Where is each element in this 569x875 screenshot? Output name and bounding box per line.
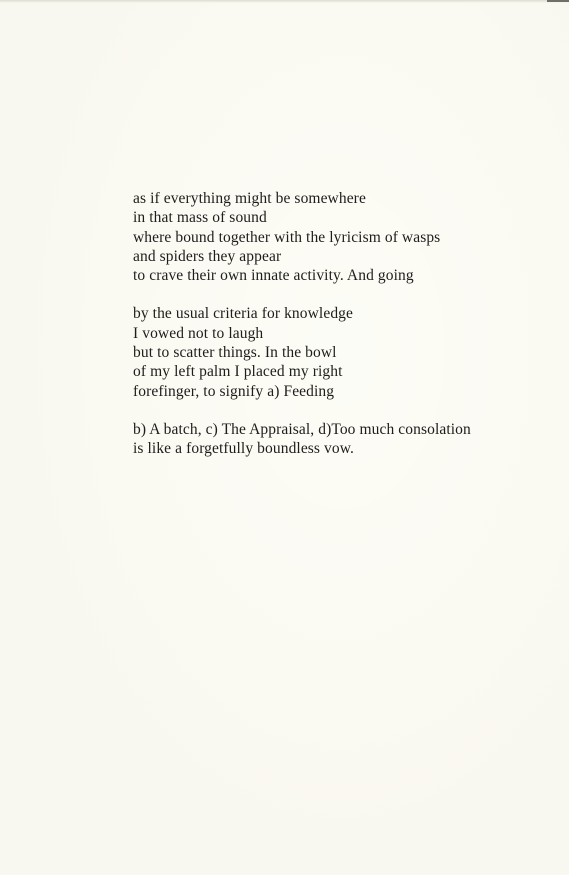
poem-line: and spiders they appear bbox=[133, 247, 282, 265]
poem-line: b) A batch, c) The Appraisal, d)Too much consolation bbox=[133, 420, 471, 438]
stanza-3 bbox=[133, 420, 533, 459]
poem-text bbox=[133, 189, 533, 478]
poem-line: where bound together with the lyricism of wasps bbox=[133, 228, 441, 246]
stanza-2 bbox=[133, 304, 533, 400]
poem-line: but to scatter things. In the bowl bbox=[133, 344, 337, 362]
stanza-1 bbox=[133, 189, 533, 285]
page-corner-mark bbox=[547, 0, 569, 2]
page-top-edge bbox=[0, 0, 569, 3]
poem-line: in that mass of sound bbox=[133, 209, 267, 227]
poem-line: I vowed not to laugh bbox=[133, 324, 264, 342]
poem-line: of my left palm I placed my right bbox=[133, 363, 343, 381]
poem-line: by the usual criteria for knowledge bbox=[133, 305, 353, 323]
poem-line: as if everything might be somewhere bbox=[133, 190, 366, 207]
poem-line: to crave their own innate activity. And going bbox=[133, 267, 414, 285]
poem-line: is like a forgetfully boundless vow. bbox=[133, 440, 355, 458]
poem-line: forefinger, to signify a) Feeding bbox=[133, 382, 335, 400]
